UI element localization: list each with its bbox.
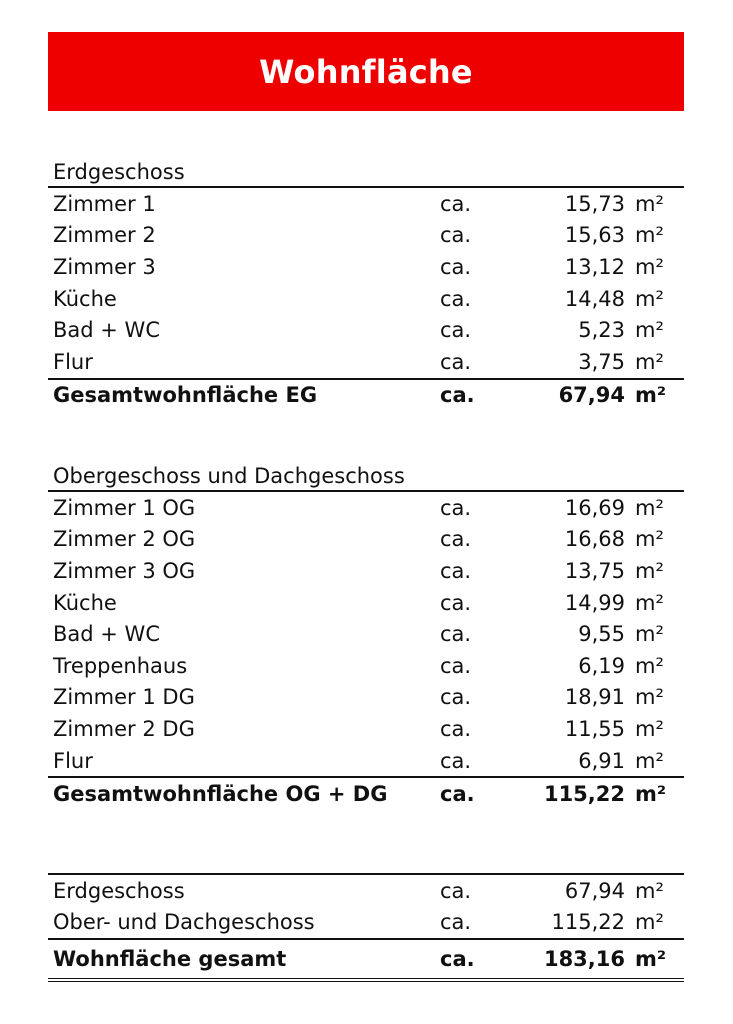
area-value: 5,23 [578,318,625,343]
area-unit: m² [635,254,664,279]
title-banner [48,32,684,111]
approx-label: ca. [440,622,472,647]
area-value: 115,22 [551,910,625,935]
grand-total-label: Wohnfläche gesamt [53,947,287,972]
area-value: 11,55 [564,716,625,741]
area-value: 6,19 [578,653,625,678]
area-unit: m² [635,590,664,615]
grand-total-row [48,938,684,982]
area-value: 16,69 [564,495,625,520]
area-value: 67,94 [564,878,625,903]
area-unit: m² [635,947,667,972]
area-unit: m² [635,748,664,773]
approx-label: ca. [440,947,475,972]
approx-label: ca. [440,558,472,583]
room-label: Bad + WC [53,622,160,647]
area-value: 15,73 [564,191,625,216]
area-unit: m² [635,223,664,248]
page-title: Wohnfläche [259,52,473,91]
table-row [48,314,684,346]
area-unit: m² [635,318,664,343]
section-erdgeschoss [48,158,684,411]
area-unit: m² [635,910,664,935]
floor-label: Ober- und Dachgeschoss [53,910,315,935]
area-value: 18,91 [564,685,625,710]
approx-label: ca. [440,910,472,935]
area-unit: m² [635,716,664,741]
approx-label: ca. [440,495,472,520]
grand-total-value: 183,16 [543,947,625,972]
room-label: Zimmer 3 [53,254,156,279]
approx-label: ca. [440,653,472,678]
room-label: Flur [53,748,93,773]
total-row [48,776,684,810]
table-row [48,682,684,714]
table-row [48,555,684,587]
approx-label: ca. [440,590,472,615]
table-row [48,713,684,745]
room-label: Küche [53,590,117,615]
table-row [48,745,684,777]
area-unit: m² [635,558,664,583]
area-unit: m² [635,878,664,903]
approx-label: ca. [440,527,472,552]
approx-label: ca. [440,782,475,807]
area-unit: m² [635,622,664,647]
area-value: 15,63 [564,223,625,248]
area-unit: m² [635,286,664,311]
section-heading: Obergeschoss und Dachgeschoss [48,462,684,492]
area-value: 6,91 [578,748,625,773]
approx-label: ca. [440,286,472,311]
area-value: 13,75 [564,558,625,583]
table-row [48,650,684,682]
room-label: Treppenhaus [53,653,188,678]
table-row [48,220,684,252]
area-unit: m² [635,383,667,408]
room-label: Bad + WC [53,318,160,343]
room-label: Küche [53,286,117,311]
table-row [48,873,684,907]
area-value: 13,12 [564,254,625,279]
approx-label: ca. [440,716,472,741]
room-label: Zimmer 1 [53,191,156,216]
approx-label: ca. [440,223,472,248]
approx-label: ca. [440,318,472,343]
area-value: 3,75 [578,349,625,374]
area-unit: m² [635,495,664,520]
section-heading: Erdgeschoss [48,158,684,188]
total-label: Gesamtwohnfläche OG + DG [53,782,388,807]
total-value: 67,94 [558,383,625,408]
approx-label: ca. [440,254,472,279]
total-value: 115,22 [543,782,625,807]
room-label: Zimmer 2 DG [53,716,195,741]
room-label: Zimmer 1 OG [53,495,196,520]
table-row [48,251,684,283]
room-label: Zimmer 2 [53,223,156,248]
section-summary [48,873,684,982]
table-row [48,492,684,524]
area-unit: m² [635,782,667,807]
area-unit: m² [635,685,664,710]
section-obergeschoss-dachgeschoss [48,462,684,810]
area-unit: m² [635,527,664,552]
approx-label: ca. [440,748,472,773]
approx-label: ca. [440,383,475,408]
floor-label: Erdgeschoss [53,878,185,903]
approx-label: ca. [440,685,472,710]
area-unit: m² [635,349,664,374]
area-value: 16,68 [564,527,625,552]
table-row [48,907,684,939]
room-label: Zimmer 2 OG [53,527,196,552]
total-label: Gesamtwohnfläche EG [53,383,318,408]
area-unit: m² [635,191,664,216]
room-label: Flur [53,349,93,374]
approx-label: ca. [440,349,472,374]
total-row [48,378,684,412]
approx-label: ca. [440,878,472,903]
table-row [48,618,684,650]
area-value: 14,99 [564,590,625,615]
approx-label: ca. [440,191,472,216]
table-row [48,346,684,378]
table-row [48,188,684,220]
table-row [48,283,684,315]
table-row [48,524,684,556]
table-row [48,587,684,619]
room-label: Zimmer 1 DG [53,685,195,710]
area-value: 9,55 [578,622,625,647]
area-unit: m² [635,653,664,678]
room-label: Zimmer 3 OG [53,558,196,583]
area-value: 14,48 [564,286,625,311]
